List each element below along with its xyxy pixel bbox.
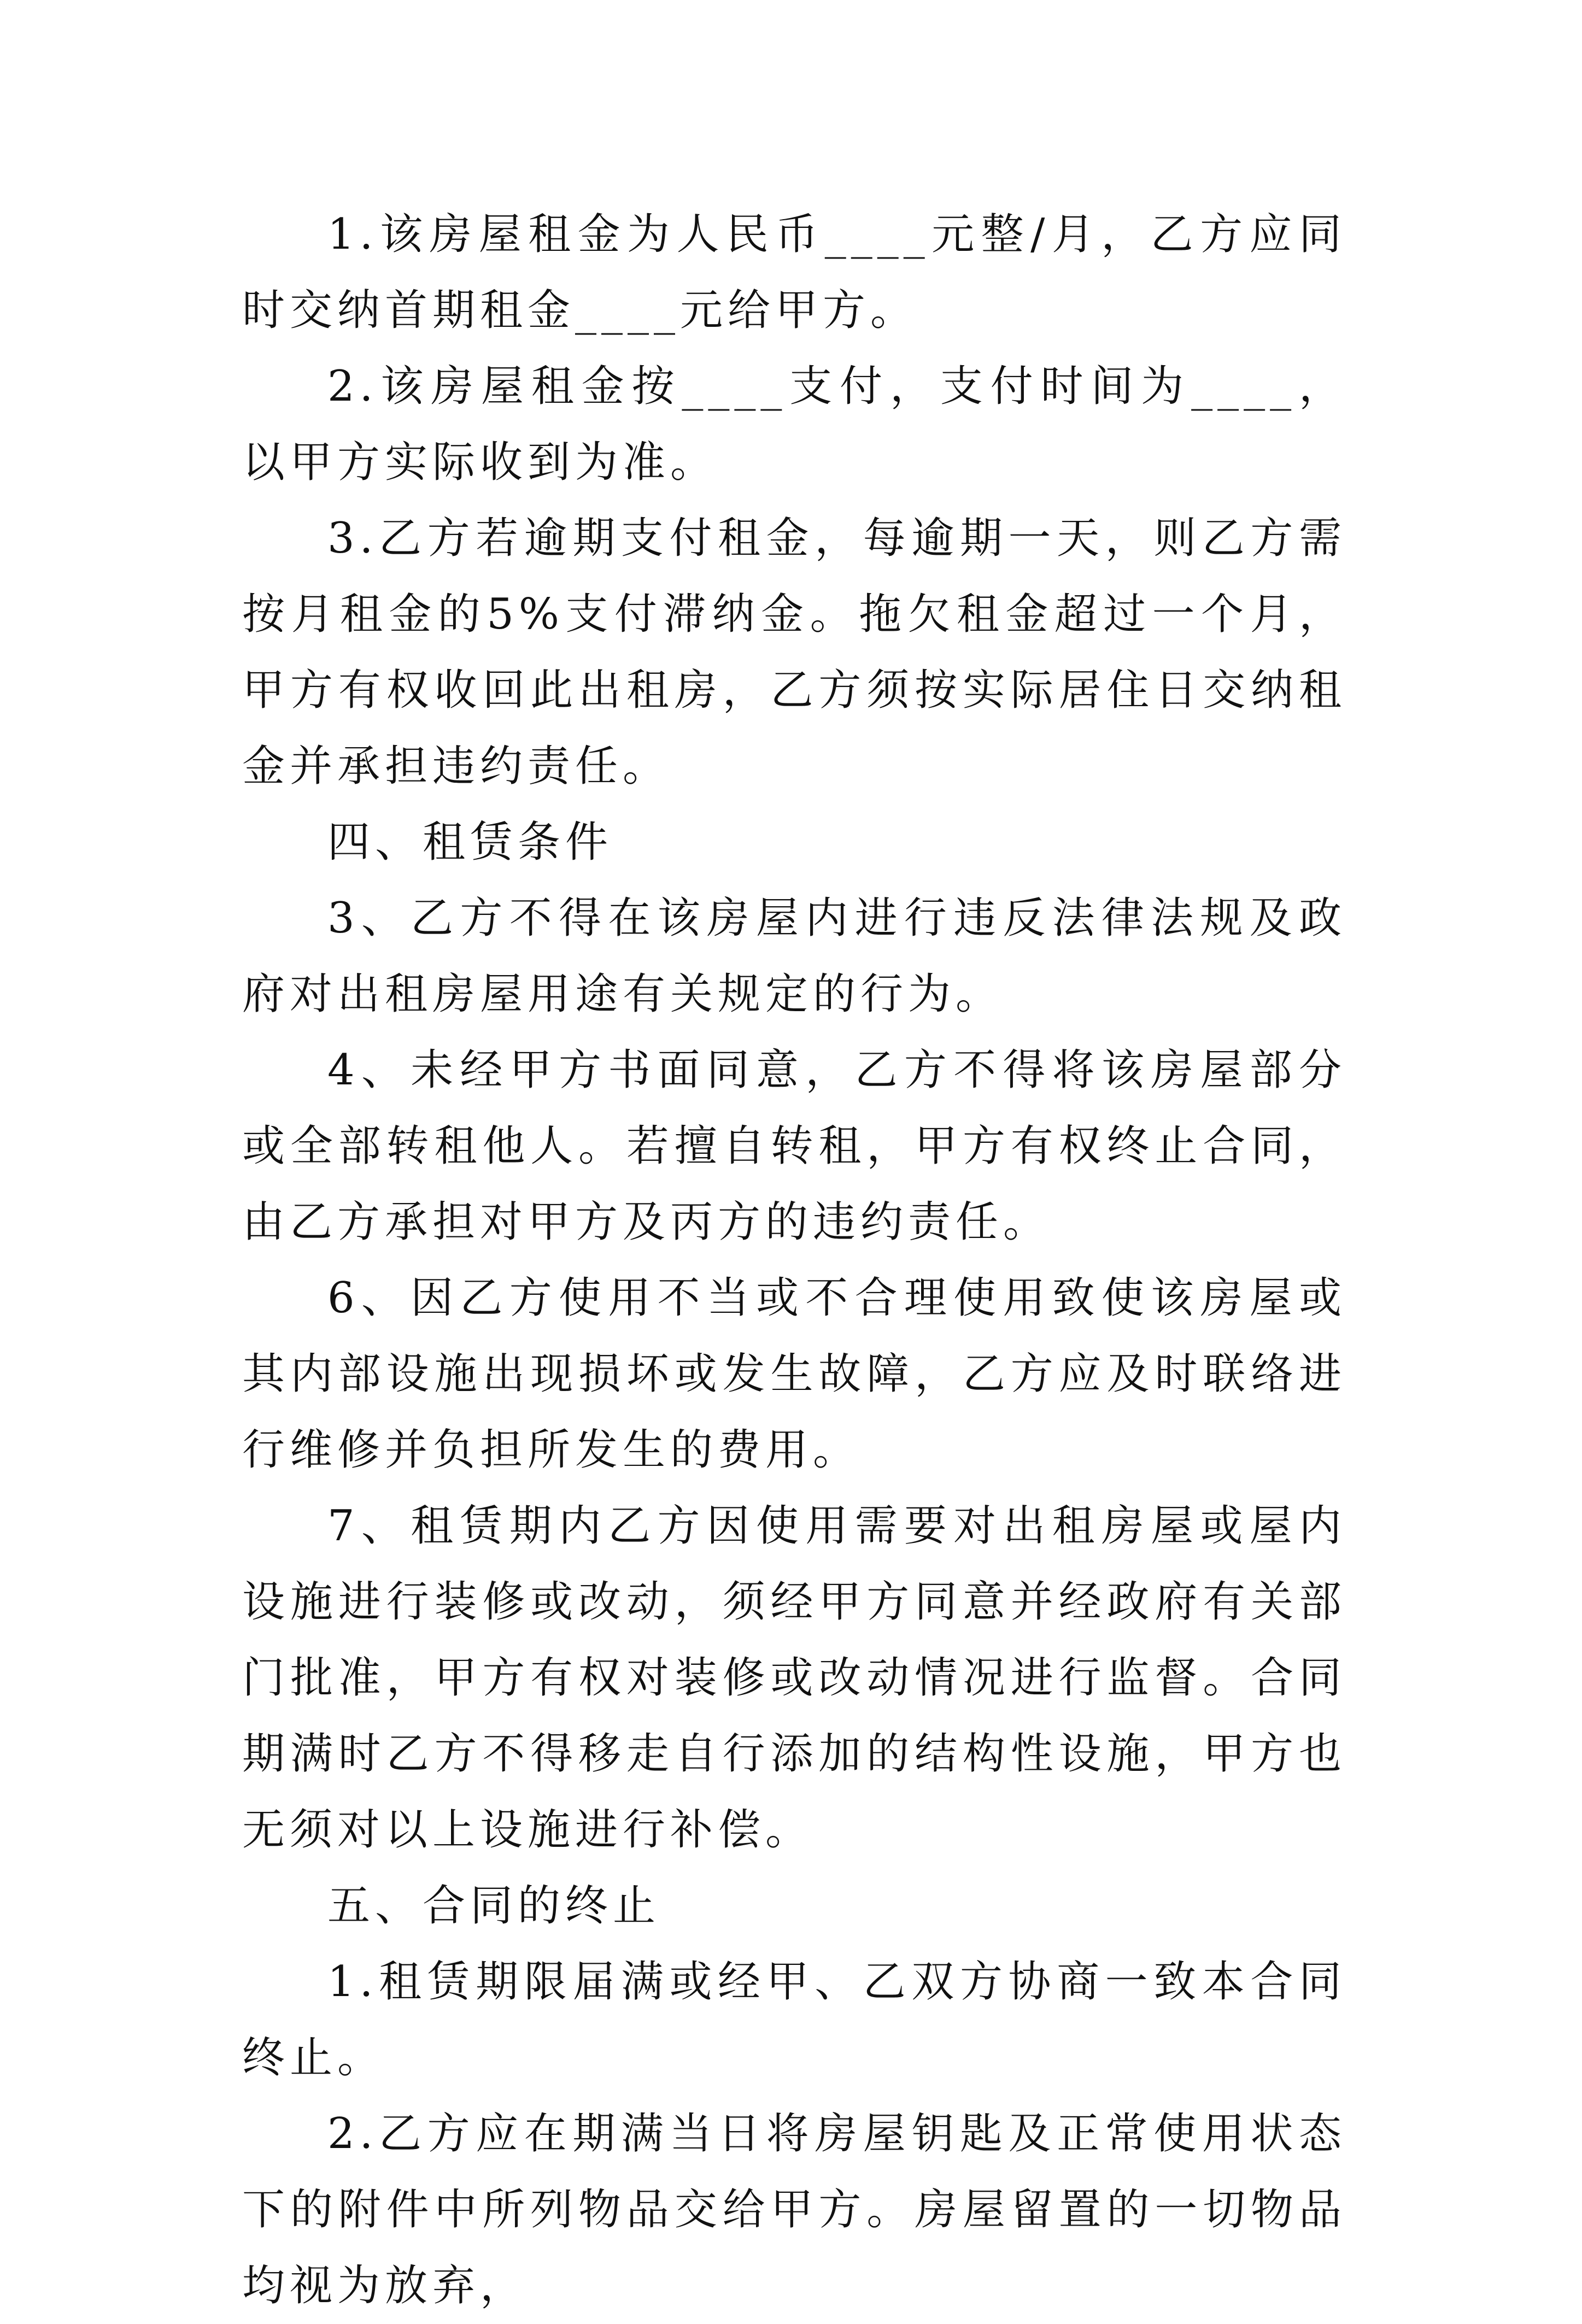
rent-amount-clause: 1.该房屋租金为人民币____元整/月，乙方应同时交纳首期租金____元给甲方。: [242, 210, 1346, 335]
section-heading-termination: 五、合同的终止: [327, 1881, 661, 1930]
late-payment-clause: 3.乙方若逾期支付租金，每逾期一天，则乙方需按月租金的5%支付滞纳金。拖欠租金超过一个月，甲方有权收回此出租房，乙方须按实际居住日交纳租金并承担违约责任。: [242, 514, 1346, 791]
renovation-clause: 7、租赁期内乙方因使用需要对出租房屋或屋内设施进行装修或改动，须经甲方同意并经政府有关部门批准，甲方有权对装修或改动情况进行监督。合同期满时乙方不得移走自行添加的结构性设施，甲方也无须对以上设施进行补偿。: [242, 1501, 1346, 1854]
termination-clause: 1.租赁期限届满或经甲、乙双方协商一致本合同终止。: [242, 1957, 1346, 2082]
section-heading-lease-conditions: 四、租赁条件: [327, 818, 613, 867]
sublease-clause: 4、未经甲方书面同意，乙方不得将该房屋部分或全部转租他人。若擅自转租，甲方有权终止合同，由乙方承担对甲方及丙方的违约责任。: [242, 1046, 1346, 1247]
document-body: [242, 197, 1346, 2324]
rent-payment-clause: 2.该房屋租金按____支付，支付时间为____，以甲方实际收到为准。: [242, 362, 1346, 487]
key-return-clause: 2.乙方应在期满当日将房屋钥匙及正常使用状态下的附件中所列物品交给甲方。房屋留置的一切物品均视为放弃，: [242, 2109, 1346, 2310]
lawful-use-clause: 3、乙方不得在该房屋内进行违反法律法规及政府对出租房屋用途有关规定的行为。: [242, 894, 1346, 1019]
damage-repair-clause: 6、因乙方使用不当或不合理使用致使该房屋或其内部设施出现损坏或发生故障，乙方应及时联络进行维修并负担所发生的费用。: [242, 1273, 1346, 1475]
